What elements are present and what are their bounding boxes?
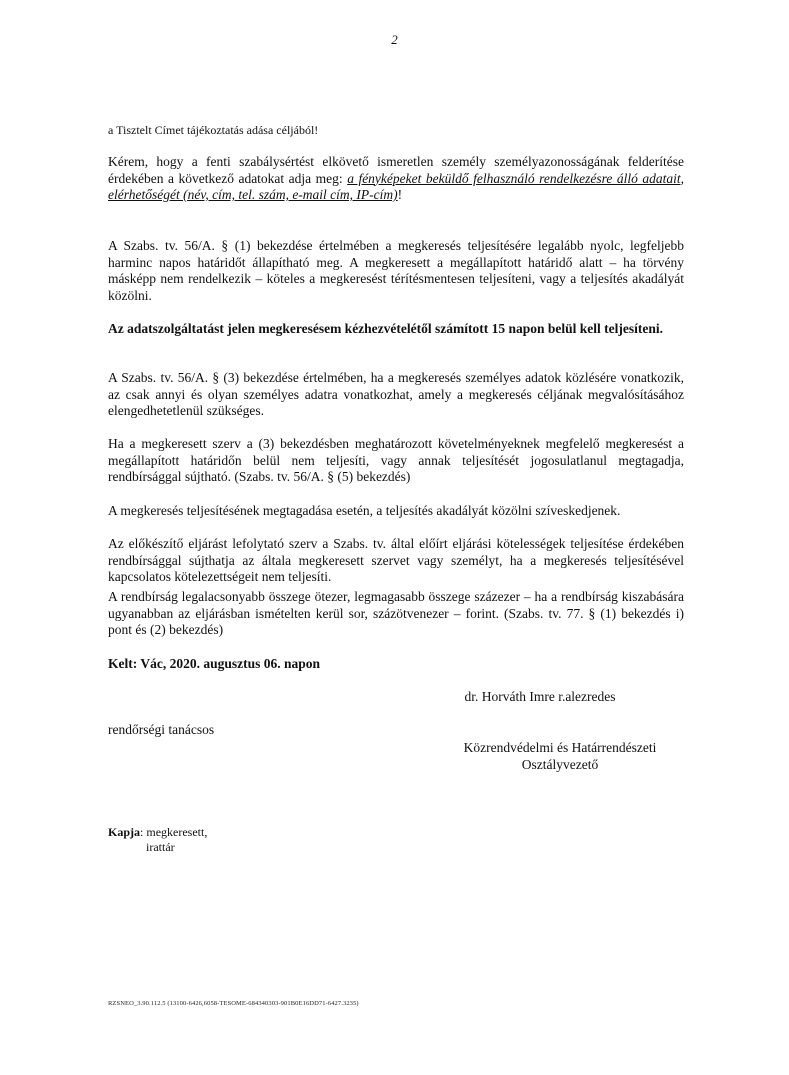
signatory-unit-line2: Osztályvezető — [521, 757, 599, 772]
document-id-code: RZSNEO_3.90.112.5 (13100-6426,6058-TESOME-684340303-901B0E16DD71-6427.3235) — [108, 1000, 359, 1007]
signatory-unit — [420, 739, 700, 773]
dateline: Kelt: Vác, 2020. augusztus 06. napon — [108, 656, 321, 671]
recipients: Kapja: megkeresett, irattár — [108, 825, 208, 854]
intro-line: a Tisztelt Címet tájékoztatás adása céljából! — [108, 123, 319, 137]
recipient-item: megkeresett, — [146, 825, 208, 839]
request-text: Kérem, hogy a fenti szabálysértést elkövető ismeretlen személy személyazonosságának felderítése érdekében a következő adatokat adja meg: — [108, 154, 684, 186]
recipients-label: Kapja — [108, 825, 141, 839]
request-paragraph — [108, 154, 684, 204]
personal-data-paragraph: A Szabs. tv. 56/A. § (3) bekezdése értelmében, ha a megkeresés személyes adatok közlésére vonatkozik, az csak annyi és olyan személyes adatra vonatkozhat, amely a megkeresés céljának megvalósításához elengedhetetlenül szükséges. — [108, 370, 684, 418]
sanction-paragraph: Ha a megkeresett szerv a (3) bekezdésben meghatározott követelményeknek megfelelő megkeresést a megállapított határidőn belül nem teljesíti, vagy annak teljesítését jogosulatlanul megtagadja, rendbírsággal sújtható. (Szabs. tv. 56/A. § (5) bekezdés) — [108, 436, 684, 484]
deadline-paragraph: A Szabs. tv. 56/A. § (1) bekezdése értelmében a megkeresés teljesítésére legalább nyolc, legfeljebb harminc napos határidőt állapítható meg. A megkeresett a megállapított határidő alatt – ha törvény másképp nem rendelkezik – köteles a megkeresést térítésmentesen teljesíteni, vagy a teljesítés akadályát közölni. — [108, 238, 684, 303]
deadline-bold-paragraph: Az adatszolgáltatást jelen megkeresésem kézhezvételétől számított 15 napon belül kell teljesíteni. — [108, 321, 664, 336]
fine-amount-paragraph: A rendbírság legalacsonyabb összege ötezer, legmagasabb összege százezer – ha a rendbírság kiszabására ugyanabban az eljárásban ismételten kerül sor, százötvenezer – forint. (Szabs. tv. 77. § (1) bekezdés i) pont és (2) bekezdés) — [108, 589, 684, 637]
refusal-paragraph: A megkeresés teljesítésének megtagadása esetén, a teljesítés akadályát közölni szíveskedjenek. — [108, 503, 621, 518]
signatory-unit-line1: Közrendvédelmi és Határrendészeti — [463, 740, 657, 755]
recipient-item: irattár — [146, 840, 175, 854]
page-number: 2 — [391, 32, 398, 47]
signatory-rank: rendőrségi tanácsos — [108, 722, 215, 737]
signatory-name: dr. Horváth Imre r.alezredes — [464, 689, 616, 704]
fine-paragraph: Az előkészítő eljárást lefolytató szerv a Szabs. tv. által előírt eljárási kötelességek teljesítése érdekében rendbírsággal sújthatja az általa megkeresett szervet vagy személyt, ha a megkeresés teljesítésével kapcsolatos kötelezettségeit nem teljesíti. — [108, 536, 684, 584]
request-text-end: ! — [397, 187, 403, 202]
requested-data-emphasis: a fényképeket beküldő felhasználó rendelkezésre álló adatait, elérhetőségét (név, cím, tel. szám, e-mail cím, IP-cím) — [108, 170, 685, 202]
